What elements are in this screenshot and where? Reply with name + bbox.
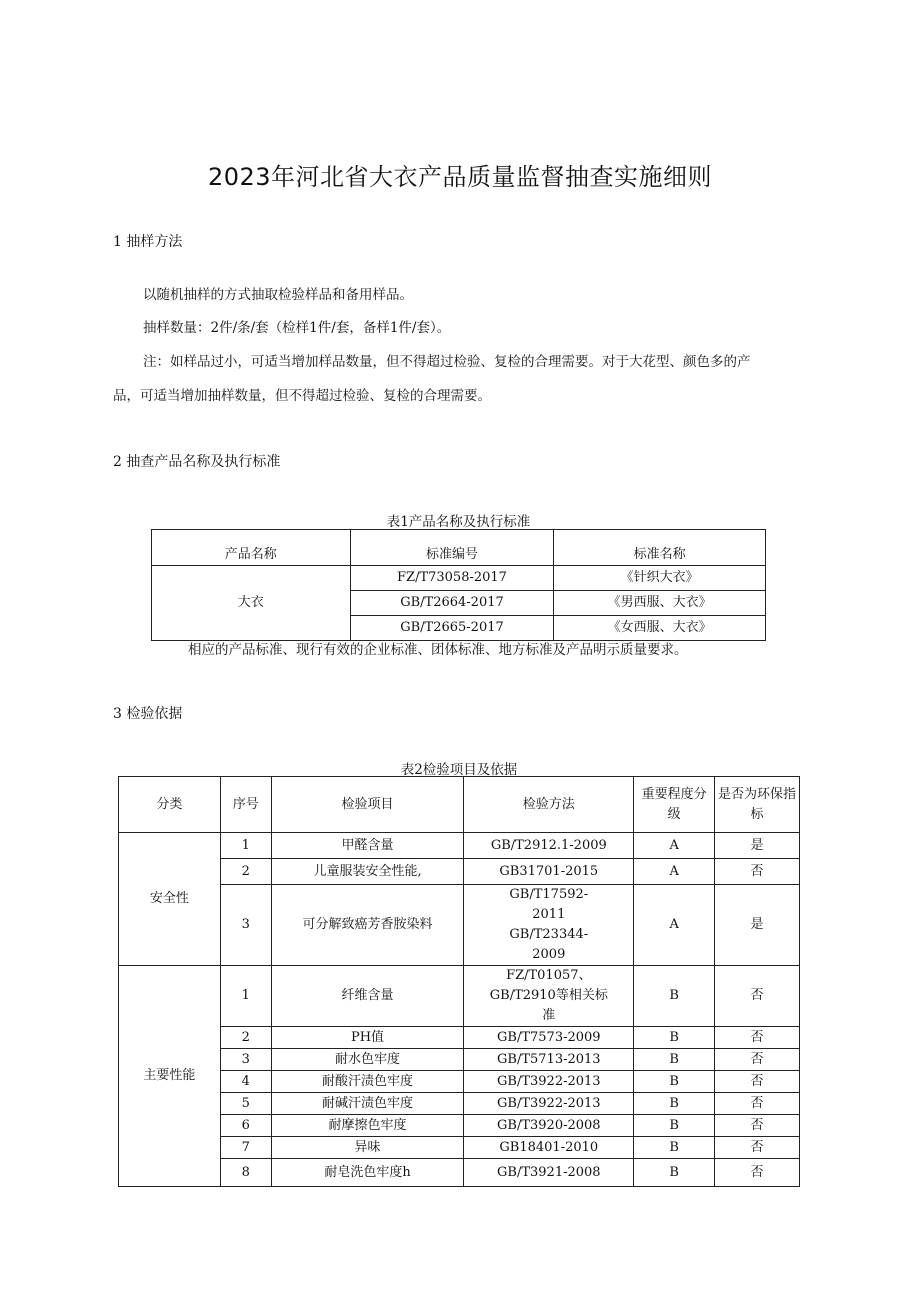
method-cell: GB/T3922-2013	[464, 1071, 634, 1093]
env-cell: 否	[715, 1115, 800, 1137]
method-cell: FZ/T01057、GB/T2910等相关标准	[464, 966, 634, 1027]
grade-cell: A	[634, 885, 715, 966]
grade-cell: B	[634, 1159, 715, 1187]
env-cell: 否	[715, 1071, 800, 1093]
table-row	[119, 966, 800, 1027]
number-cell: 2	[220, 859, 271, 885]
grade-cell: B	[634, 1049, 715, 1071]
standard-name-cell: 《针织大衣》	[554, 566, 766, 591]
number-cell: 1	[220, 966, 271, 1027]
item-cell: 可分解致癌芳香胺染料	[271, 885, 464, 966]
table-row	[119, 1027, 800, 1049]
inspection-table	[118, 776, 800, 1187]
section-1-heading: 1 抽样方法	[113, 234, 183, 250]
number-cell: 6	[220, 1115, 271, 1137]
table-row	[119, 1071, 800, 1093]
table-row	[119, 833, 800, 859]
item-cell: 儿童服装安全性能,	[271, 859, 464, 885]
item-cell: 耐酸汗渍色牢度	[271, 1071, 464, 1093]
grade-cell: B	[634, 1071, 715, 1093]
table-header-row	[152, 530, 766, 566]
number-cell: 3	[220, 1049, 271, 1071]
method-cell: GB/T17592-2011 GB/T23344-2009	[464, 885, 634, 966]
table-row	[119, 1159, 800, 1187]
table-1-caption: 表1产品名称及执行标准	[386, 514, 531, 530]
section-1-note-line-2: 品，可适当增加抽样数量，但不得超过检验、复检的合理需要。	[113, 388, 491, 404]
item-cell: 甲醛含量	[271, 833, 464, 859]
header-env: 是否为环保指标	[715, 777, 800, 833]
section-1-paragraph-2: 抽样数量：2件/条/套（检样1件/套，备样1件/套）。	[143, 320, 451, 336]
grade-cell: A	[634, 859, 715, 885]
table-row	[119, 885, 800, 966]
method-cell: GB/T7573-2009	[464, 1027, 634, 1049]
env-cell: 否	[715, 1027, 800, 1049]
number-cell: 7	[220, 1137, 271, 1159]
grade-cell: A	[634, 833, 715, 859]
grade-cell: B	[634, 1093, 715, 1115]
method-cell: GB/T5713-2013	[464, 1049, 634, 1071]
env-cell: 是	[715, 833, 800, 859]
header-grade: 重要程度分级	[634, 777, 715, 833]
item-cell: 耐皂洗色牢度h	[271, 1159, 464, 1187]
env-cell: 否	[715, 1137, 800, 1159]
method-cell: GB18401-2010	[464, 1137, 634, 1159]
header-standard-code: 标准编号	[350, 530, 554, 566]
table-row	[152, 566, 766, 591]
category-cell: 主要性能	[119, 966, 221, 1187]
header-number: 序号	[220, 777, 271, 833]
number-cell: 8	[220, 1159, 271, 1187]
table-header-row	[119, 777, 800, 833]
env-cell: 否	[715, 1049, 800, 1071]
number-cell: 3	[220, 885, 271, 966]
env-cell: 否	[715, 1093, 800, 1115]
table-2-caption: 表2检验项目及依据	[400, 762, 518, 778]
env-cell: 否	[715, 1159, 800, 1187]
section-2-heading: 2 抽查产品名称及执行标准	[113, 454, 281, 470]
item-cell: 耐摩擦色牢度	[271, 1115, 464, 1137]
number-cell: 4	[220, 1071, 271, 1093]
standard-name-cell: 《男西服、大衣》	[554, 591, 766, 616]
env-cell: 是	[715, 885, 800, 966]
category-cell: 安全性	[119, 833, 221, 966]
header-category: 分类	[119, 777, 221, 833]
method-cell: GB/T3920-2008	[464, 1115, 634, 1137]
table-row	[119, 1137, 800, 1159]
section-3-heading: 3 检验依据	[113, 706, 183, 722]
standard-code-cell: GB/T2665-2017	[350, 616, 554, 641]
product-cell: 大衣	[152, 566, 351, 641]
item-cell: 纤维含量	[271, 966, 464, 1027]
table-row	[119, 1115, 800, 1137]
standards-table	[151, 529, 766, 641]
item-cell: 异味	[271, 1137, 464, 1159]
standard-code-cell: FZ/T73058-2017	[350, 566, 554, 591]
grade-cell: B	[634, 1027, 715, 1049]
env-cell: 否	[715, 859, 800, 885]
number-cell: 5	[220, 1093, 271, 1115]
section-1-paragraph-1: 以随机抽样的方式抽取检验样品和备用样品。	[143, 287, 413, 303]
item-cell: PH值	[271, 1027, 464, 1049]
grade-cell: B	[634, 1115, 715, 1137]
env-cell: 否	[715, 966, 800, 1027]
standard-code-cell: GB/T2664-2017	[350, 591, 554, 616]
number-cell: 2	[220, 1027, 271, 1049]
header-item: 检验项目	[271, 777, 464, 833]
method-cell: GB/T3922-2013	[464, 1093, 634, 1115]
number-cell: 1	[220, 833, 271, 859]
table-1-note: 相应的产品标准、现行有效的企业标准、团体标准、地方标准及产品明示质量要求。	[188, 642, 688, 658]
table-row	[119, 859, 800, 885]
header-product-name: 产品名称	[152, 530, 351, 566]
standard-name-cell: 《女西服、大衣》	[554, 616, 766, 641]
header-method: 检验方法	[464, 777, 634, 833]
page-title: 2023年河北省大衣产品质量监督抽查实施细则	[207, 163, 713, 191]
grade-cell: B	[634, 1137, 715, 1159]
method-cell: GB/T2912.1-2009	[464, 833, 634, 859]
section-1-note-line-1: 注：如样品过小，可适当增加样品数量，但不得超过检验、复检的合理需要。对于大花型、颜色多的产	[143, 354, 751, 370]
method-cell: GB31701-2015	[464, 859, 634, 885]
grade-cell: B	[634, 966, 715, 1027]
item-cell: 耐碱汗渍色牢度	[271, 1093, 464, 1115]
item-cell: 耐水色牢度	[271, 1049, 464, 1071]
table-row	[119, 1049, 800, 1071]
header-standard-name: 标准名称	[554, 530, 766, 566]
table-row	[119, 1093, 800, 1115]
method-cell: GB/T3921-2008	[464, 1159, 634, 1187]
